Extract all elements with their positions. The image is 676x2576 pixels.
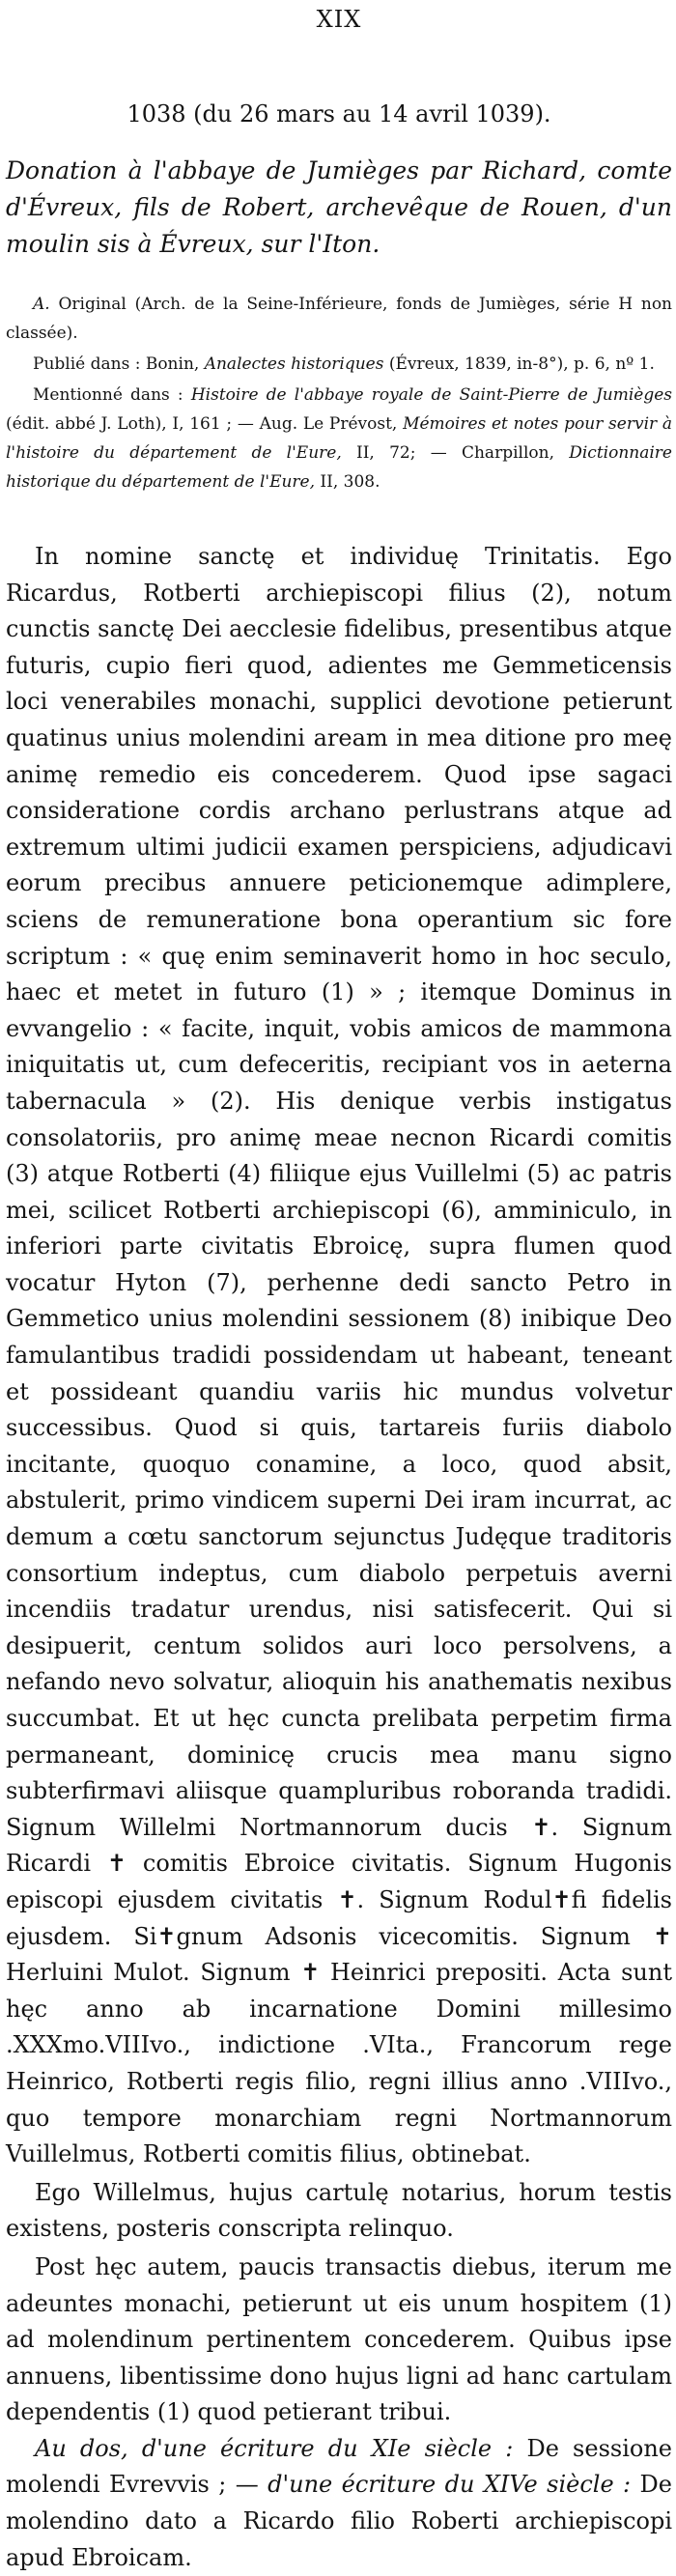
page-number: XIX <box>316 6 362 33</box>
endorsement-intro: Au dos, d'une écriture du XIe siècle : <box>35 2434 514 2462</box>
endorsement-note <box>6 2431 672 2576</box>
critical-apparatus <box>6 290 672 496</box>
apparatus-publie-suffix: (Évreux, 1839, in-8°), p. 6, nº 1. <box>383 354 655 374</box>
charter-date: 1038 (du 26 mars au 14 avril 1039). <box>127 100 551 127</box>
charter-paragraph-main: In nomine sanctę et individuę Trinitatis. Ego Ricardus, Rotberti archiepiscopi filius (2), notum cunctis sanctę Dei aecclesie fidelibus, presentibus atque futuris, cupio fieri quod, adientes me Gemmeticensis loci venerabiles monachi, supplici devotione petierunt quatinus unius molendini aream in mea ditione pro meę animę remedio eis concederem. Quod ipse sagaci consideratione cordis archano perlustrans atque ad extremum ultimi judicii examen perspiciens, adjudicavi eorum precibus annuere peticionemque adimplere, sciens de remuneratione bona operantium sic fore scriptum : « quę enim seminaverit homo in hoc seculo, haec et metet in futuro (1) » ; itemque Dominus in evvangelio : « facite, inquit, vobis amicos de mammona iniquitatis ut, cum defeceritis, recipiant vos in aeterna tabernacula » (2). His denique verbis instigatus consolatoriis, pro animę meae necnon Ricardi comitis (3) atque Rotberti (4) filiique ejus Vuillelmi (5) ac patris mei, scilicet Rotberti archiepiscopi (6), amminiculo, in inferiori parte civitatis Ebroicę, supra flumen quod vocatur Hyton (7), perhenne dedi sancto Petro in Gemmetico unius molendini sessionem (8) inibique Deo famulantibus tradidi possidendam ut habeant, teneant et possideant quandiu variis hic mundus volvetur successibus. Quod si quis, tartareis furiis diabolo incitante, quoquo conamine, a loco, quod absit, abstulerit, primo vindicem superni Dei iram incurrat, ac demum a cœtu sanctorum sejunctus Judęque traditoris consortium indeptus, cum diabolo perpetuis averni incendiis tradatur urendus, nisi satisfecerit. Qui si desipuerit, centum solidos auri loco persolvens, a nefando nevo solvatur, alioquin his anathematis nexibus succumbat. Et ut hęc cuncta prelibata perpetim firma permaneant, dominicę crucis mea manu signo subterfirmavi aliisque quampluribus roboranda tradidi. Signum Willelmi Nortmannorum ducis ✝. Signum Ricardi ✝ comitis Ebroice civitatis. Signum Hugonis episcopi ejusdem civitatis ✝. Signum Rodul✝fi fidelis ejusdem. Si✝gnum Adsonis vicecomitis. Signum ✝ Herluini Mulot. Signum ✝ Heinrici prepositi. Acta sunt hęc anno ab incarnatione Domini millesimo .XXXmo.VIIIvo., indictione .VIta., Francorum rege Heinrico, Rotberti regis filio, regni illius anno .VIIIvo., quo tempore monarchiam regni Nortmannorum Vuillelmus, Rotberti comitis filius, obtinebat. <box>6 543 672 2168</box>
apparatus-original-label: A. <box>33 295 50 314</box>
apparatus-original <box>6 290 672 348</box>
charter-paragraph-addendum: Post hęc autem, paucis transactis diebus, iterum me adeuntes monachi, petierunt ut eis unum hospitem (1) ad molendinum pertinentem concederem. Quibus ipse annuens, libentissime dono hujus ligni ad hanc cartulam dependentis (1) quod petierant tribui. <box>6 2252 672 2426</box>
charter-text <box>6 539 672 2576</box>
apparatus-mentionne-title-3: Dictionnaire historique du département de l'Eure, <box>6 443 672 492</box>
apparatus-original-text: Original (Arch. de la Seine-Inférieure, fonds de Jumièges, série H non classée). <box>6 295 673 343</box>
endorsement-text-1: De sessione molendi Evrevvis ; — <box>6 2434 672 2499</box>
apparatus-mentionne <box>6 381 672 496</box>
apparatus-publie <box>6 350 672 379</box>
apparatus-mentionne-title-1: Histoire de l'abbaye royale de Saint-Pierre de Jumièges <box>190 385 673 405</box>
endorsement-text-2: De molendino dato a Ricardo filio Roberti archiepiscopi apud Ebroicam. <box>6 2471 673 2571</box>
apparatus-mentionne-end: II, 308. <box>315 472 380 492</box>
charter-paragraph-notary: Ego Willelmus, hujus cartulę notarius, horum testis existens, posteris conscripta relinquo. <box>6 2178 672 2243</box>
apparatus-mentionne-prefix: Mentionné dans : <box>33 385 191 405</box>
apparatus-publie-title: Analectes historiques <box>204 354 384 374</box>
apparatus-publie-prefix: Publié dans : Bonin, <box>33 354 205 374</box>
apparatus-mentionne-mid-2: II, 72; — Charpillon, <box>341 443 570 463</box>
apparatus-mentionne-mid-1: (édit. abbé J. Loth), I, 161 ; — Aug. Le Prévost, <box>6 414 404 434</box>
endorsement-italic-2: d'une écriture du XIVe siècle : <box>268 2471 632 2499</box>
apparatus-mentionne-title-2: Mémoires et notes pour servir à l'histoire du département de l'Eure, <box>6 414 673 463</box>
charter-title: Donation à l'abbaye de Jumièges par Richard, comte d'Évreux, fils de Robert, archevêque de Rouen, d'un moulin sis à Évreux, sur l'Iton. <box>6 156 672 258</box>
